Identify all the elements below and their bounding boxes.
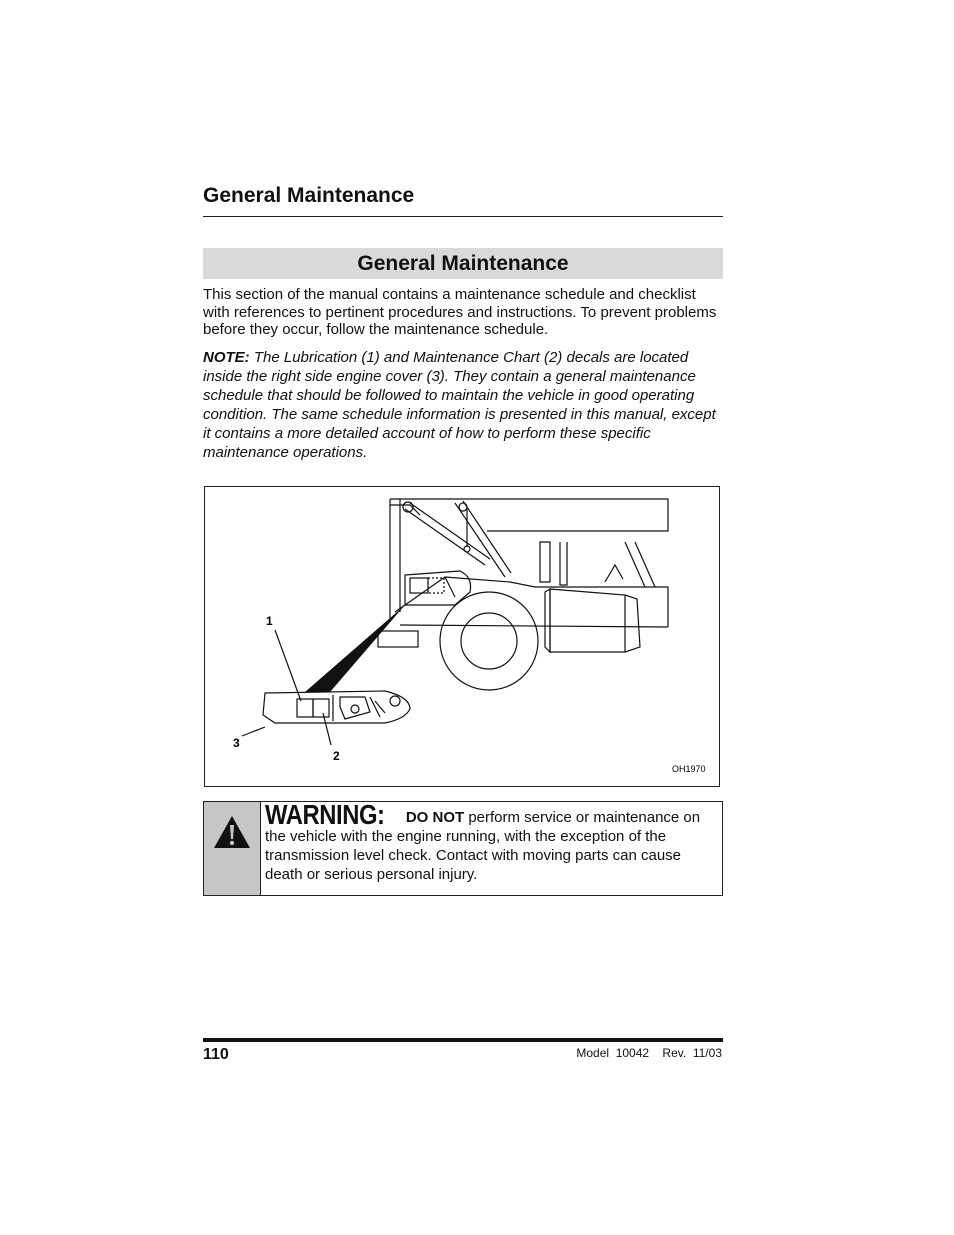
- note-text: The Lubrication (1) and Maintenance Chart (2) decals are located inside the right side engine cover (3). They contain a general maintenance schedule that should be followed to maintain the vehicle in good operating condition. The same schedule information is presented in this manual, except it contains a more detailed account of how to perform these specific maintenance operations.: [203, 349, 716, 461]
- callout-1: 1: [266, 614, 273, 628]
- header-divider: [203, 216, 723, 217]
- footer-divider: [203, 1038, 723, 1042]
- note-label: NOTE:: [203, 349, 250, 366]
- warning-box: [203, 801, 723, 896]
- warning-icon-panel: [204, 802, 261, 895]
- warning-triangle-icon: [212, 814, 252, 850]
- section-title: General Maintenance: [203, 248, 723, 279]
- note-paragraph: [203, 348, 725, 462]
- intro-paragraph: This section of the manual contains a maintenance schedule and checklist with references to pertinent procedures and instructions. To prevent problems before they occur, follow the maintenance schedule.: [203, 286, 717, 338]
- vehicle-engine-cover-figure: [204, 486, 720, 787]
- callout-2: 2: [333, 749, 340, 763]
- warning-message: perform service or maintenance on the vehicle with the engine running, with the exception of the transmission level check. Contact with moving parts can cause death or serious personal injury.: [265, 809, 701, 883]
- warning-text: [261, 799, 722, 895]
- vehicle-illustration: [205, 487, 721, 788]
- page-number: 110: [203, 1046, 229, 1063]
- warning-emphasis: DO NOT: [405, 809, 465, 826]
- figure-id-label: OH1970: [672, 764, 706, 774]
- callout-3: 3: [233, 736, 240, 750]
- footer-model-revision: Model 10042 Rev. 11/03: [576, 1046, 722, 1060]
- page-header-title: General Maintenance: [203, 184, 415, 207]
- warning-title: WARNING:: [265, 799, 385, 830]
